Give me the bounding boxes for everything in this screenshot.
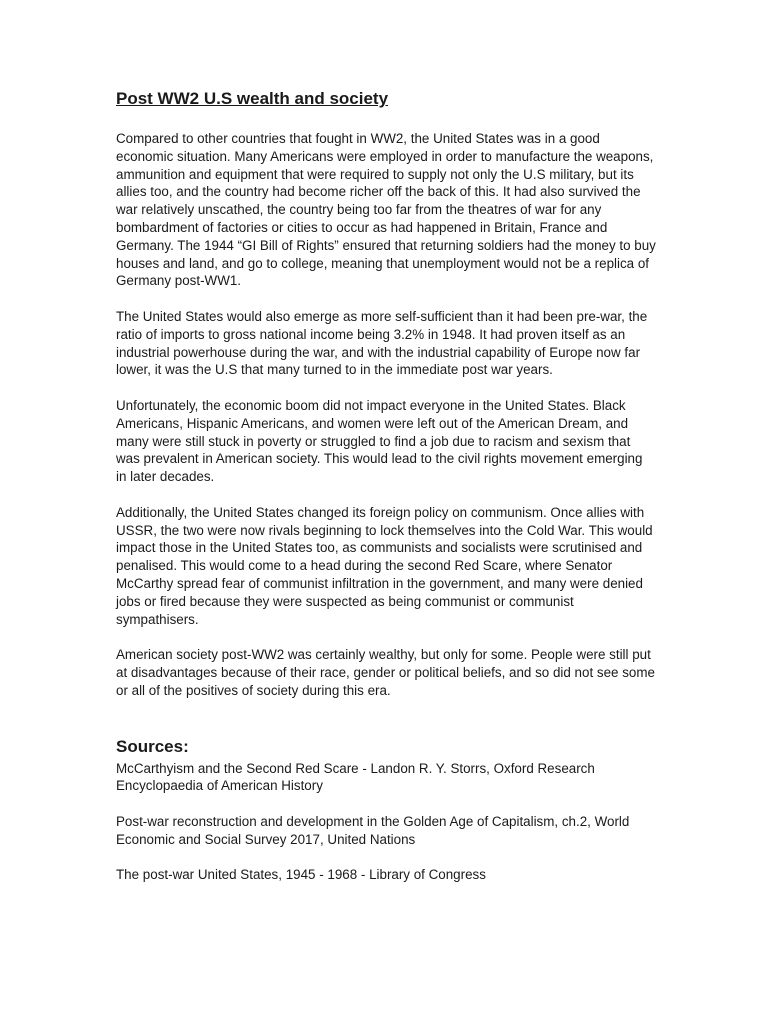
document-title: Post WW2 U.S wealth and society (116, 89, 389, 108)
source-item: The post-war United States, 1945 - 1968 - Library of Congress (116, 867, 486, 883)
source-item: McCarthyism and the Second Red Scare - Landon R. Y. Storrs, Oxford Research Encyclopaedia of American History (116, 760, 595, 794)
paragraph-communism: Additionally, the United States changed its foreign policy on communism. Once allies with USSR, the two were now rivals beginning to lock themselves into the Cold War. This would impact those in the United States too, as communists and socialists were scrutinised and penalised. This would come to a head during the second Red Scare, where Senator McCarthy spread fear of communist infiltration in the government, and many were denied jobs or fired because they were suspected as being communist or communist sympathisers. (116, 504, 653, 627)
paragraph-self-sufficiency: The United States would also emerge as more self-sufficient than it had been pre-war, the ratio of imports to gross national income being 3.2% in 1948. It had proven itself as an industrial powerhouse during the war, and with the industrial capability of Europe now far lower, it was the U.S that many turned to in the immediate post war years. (116, 308, 648, 378)
paragraph-conclusion: American society post-WW2 was certainly wealthy, but only for some. People were still put at disadvantages because of their race, gender or political beliefs, and so did not see some or all of the positives of society during this era. (116, 647, 655, 698)
paragraph-economic-situation: Compared to other countries that fought in WW2, the United States was in a good economic situation. Many Americans were employed in order to manufacture the weapons, ammunition and equipment that were required to supply not only the U.S military, but its allies too, and the country had become richer off the back of this. It had also survived the war relatively unscathed, the country being too far from the theatres of war for any bombardment of factories or cities to occur as had happened in Britain, France and Germany. The 1944 “GI Bill of Rights” ensured that returning soldiers had the money to buy houses and land, and go to college, meaning that unemployment would not be a replica of Germany post-WW1. (116, 131, 656, 289)
document-page (116, 88, 656, 902)
source-item: Post-war reconstruction and development in the Golden Age of Capitalism, ch.2, World Economic and Social Survey 2017, United Nations (116, 813, 630, 847)
paragraph-inequality: Unfortunately, the economic boom did not impact everyone in the United States. Black Americans, Hispanic Americans, and women were left out of the American Dream, and many were still stuck in poverty or struggled to find a job due to racism and sexism that was prevalent in American society. This would lead to the civil rights movement emerging in later decades. (116, 397, 643, 485)
sources-heading: Sources: (116, 736, 189, 756)
